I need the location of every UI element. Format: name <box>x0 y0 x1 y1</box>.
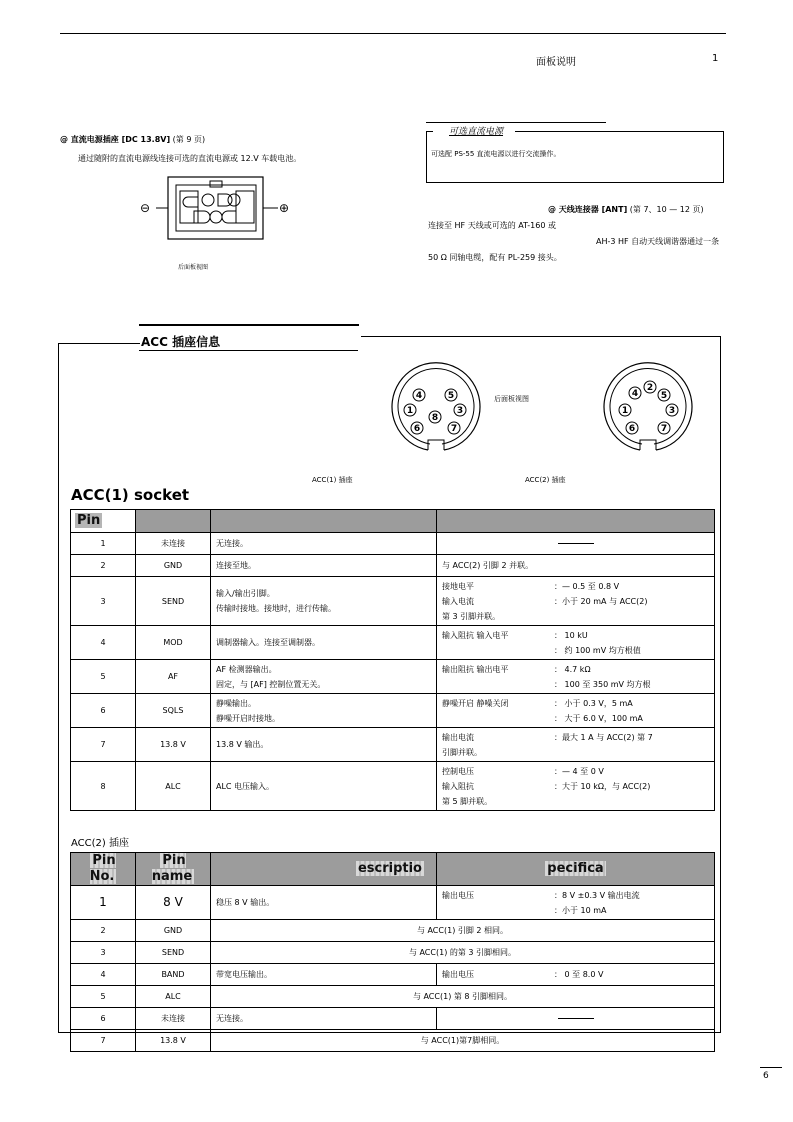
spec-key: 输入阻抗 输入电平 <box>442 630 509 640</box>
specification-cell <box>437 728 715 762</box>
chapter-number: 1 <box>712 53 719 64</box>
specification-cell <box>437 964 715 986</box>
pin-name-cell: ALC <box>136 986 211 1008</box>
acc2-caption: ACC(2) 插座 <box>525 476 566 484</box>
description-line: 静噪开启时接地。 <box>216 713 280 723</box>
description-line: 连接至地。 <box>216 561 256 570</box>
pin-number-cell: 7 <box>71 728 136 762</box>
running-header-title: 面板说明 <box>536 57 576 68</box>
description-cell: 无连接。 <box>211 1008 437 1030</box>
table-row <box>71 555 715 577</box>
ant-line-1: 连接至 HF 天线或可选的 AT-160 或 <box>428 221 556 230</box>
spec-line <box>442 643 709 658</box>
table-row <box>71 920 715 942</box>
description-cell <box>211 728 437 762</box>
table-row <box>71 1008 715 1030</box>
spec-line <box>442 662 709 677</box>
spec-value: ： 4.7 kΩ <box>554 664 591 674</box>
spec-line <box>442 594 709 609</box>
description-line: 无连接。 <box>216 539 248 548</box>
no-spec-dash <box>558 543 594 544</box>
acc-heading: ACC 插座信息 <box>141 335 221 349</box>
spec-line <box>442 779 709 794</box>
optional-box-top-rule <box>426 122 606 123</box>
spec-value: ：最大 1 A 与 ACC(2) 第 7 <box>554 732 653 742</box>
ant-line-2: AH-3 HF 自动天线调谐器通过一条 <box>596 237 720 246</box>
svg-text:1: 1 <box>621 406 629 416</box>
minus-icon: ⊖ <box>140 201 151 215</box>
spec-value: ： 小于 0.3 V，5 mA <box>554 698 633 708</box>
table-row <box>71 577 715 626</box>
pin-name-cell: 13.8 V <box>136 1030 211 1052</box>
acc2-table <box>70 852 715 1052</box>
pin-number-cell: 1 <box>71 886 136 920</box>
dc-description: 通过随附的直流电源线连接可选的直流电源或 12.V 车载电池。 <box>78 154 302 163</box>
pin-name-cell: AF <box>136 660 211 694</box>
spec-key: 输出电压 <box>442 970 474 979</box>
spec-key: 输出电压 <box>442 890 474 900</box>
plus-icon: ⊕ <box>279 201 290 215</box>
acc1-connector-diagram <box>386 360 486 456</box>
pin-number-cell: 4 <box>71 626 136 660</box>
acc1-header-pin <box>71 510 136 533</box>
spec-line <box>442 628 709 643</box>
table-row <box>71 694 715 728</box>
no-spec-dash <box>558 1018 594 1019</box>
spec-value: ： 100 至 350 mV 均方根 <box>554 679 651 689</box>
pin-name-cell: SEND <box>136 577 211 626</box>
description-cell: 带宽电压输出。 <box>211 964 437 986</box>
acc1-header-pin-label: Pin <box>77 513 101 528</box>
spec-value: ： 0 至 8.0 V <box>554 970 604 979</box>
spec-value: ： 约 100 mV 均方根值 <box>554 645 641 655</box>
description-cell <box>211 660 437 694</box>
spec-line <box>442 558 709 573</box>
spec-line <box>442 730 709 745</box>
acc2-header-desc-label: escriptio <box>357 861 422 876</box>
spec-line <box>442 764 709 779</box>
specification-cell <box>437 626 715 660</box>
spec-value: ： 大于 6.0 V，100 mA <box>554 713 643 723</box>
merged-description-cell: 与 ACC(1) 的第 3 引脚相同。 <box>211 942 715 964</box>
acc2-header-pin-label: Pin No. <box>89 853 116 884</box>
description-line: AF 检测器输出。 <box>216 664 277 674</box>
svg-text:5: 5 <box>660 391 668 401</box>
spec-value: ：8 V ±0.3 V 输出电流 <box>554 890 640 900</box>
svg-text:4: 4 <box>631 389 639 399</box>
optional-box <box>426 127 724 183</box>
merged-description-cell: 与 ACC(1) 引脚 2 相同。 <box>211 920 715 942</box>
spec-line <box>442 711 709 726</box>
spec-key <box>442 643 554 658</box>
table-row <box>71 660 715 694</box>
pin-name-cell: 未连接 <box>136 533 211 555</box>
description-line: 静噪输出。 <box>216 698 256 708</box>
spec-line <box>442 888 709 903</box>
spec-key: 输入阻抗 <box>442 781 474 791</box>
spec-value: ：— 0.5 至 0.8 V <box>554 581 620 591</box>
specification-cell <box>437 533 715 555</box>
ant-line-3: 50 Ω 同轴电缆，配有 PL-259 接头。 <box>428 253 562 262</box>
table-row <box>71 942 715 964</box>
spec-key: 静噪开启 静噪关闭 <box>442 698 509 708</box>
table-row <box>71 964 715 986</box>
svg-text:5: 5 <box>447 391 455 401</box>
spec-value: ：大于 10 kΩ，与 ACC(2) <box>554 781 651 791</box>
acc2-header-name <box>136 853 211 886</box>
rear-view-label: 后面板视图 <box>494 395 529 403</box>
description-line: 传输时接地。接地时，进行传输。 <box>216 604 336 613</box>
acc1-table-body <box>71 533 715 811</box>
pin-number-cell: 5 <box>71 986 136 1008</box>
acc1-header-spec <box>437 510 715 533</box>
pin-number-cell: 2 <box>71 555 136 577</box>
specification-cell <box>437 886 715 920</box>
pin-number-cell: 1 <box>71 533 136 555</box>
spec-key: 接地电平 <box>442 581 474 591</box>
acc-frame-right <box>720 336 721 1033</box>
acc-frame-right-top <box>361 336 721 337</box>
acc2-header-spec <box>437 853 715 886</box>
description-cell <box>211 533 437 555</box>
pin-number-cell: 6 <box>71 1008 136 1030</box>
spec-key: 引脚并联。 <box>442 747 482 757</box>
description-cell <box>211 577 437 626</box>
acc2-header-name-label: Pin name <box>151 853 193 884</box>
spec-line <box>442 967 709 982</box>
spec-value: ： 10 kU <box>554 630 588 640</box>
svg-text:1: 1 <box>406 406 414 416</box>
spec-key: 输入电流 <box>442 596 474 606</box>
description-cell <box>211 762 437 811</box>
description-cell: 稳压 8 V 输出。 <box>211 886 437 920</box>
acc2-table-title: ACC(2) 插座 <box>71 838 129 849</box>
pin-name-cell: GND <box>136 920 211 942</box>
pin-number-cell: 7 <box>71 1030 136 1052</box>
pin-number-cell: 3 <box>71 942 136 964</box>
spec-line <box>442 677 709 692</box>
dc-heading: @ 直流电源插座 [DC 13.8V] (第 9 页) <box>60 135 206 144</box>
page-number: 6 <box>763 1071 769 1081</box>
optional-box-text: 可选配 PS-55 直流电源以进行交流操作。 <box>431 150 561 158</box>
spec-key <box>442 711 554 726</box>
pin-number-cell: 4 <box>71 964 136 986</box>
spec-key: 第 3 引脚并联。 <box>442 611 501 621</box>
optional-box-top-left <box>427 131 433 132</box>
specification-cell <box>437 694 715 728</box>
description-cell <box>211 626 437 660</box>
pin-name-cell: GND <box>136 555 211 577</box>
spec-key <box>442 903 554 918</box>
table-row <box>71 533 715 555</box>
acc1-table-title: ACC(1) socket <box>71 486 190 504</box>
svg-text:3: 3 <box>668 406 676 416</box>
acc-top-rule <box>139 324 359 326</box>
spec-key: 第 5 脚并联。 <box>442 796 493 806</box>
pin-name-cell: MOD <box>136 626 211 660</box>
description-line: 13.8 V 输出。 <box>216 740 269 749</box>
optional-box-top-right <box>515 131 723 132</box>
table-row <box>71 986 715 1008</box>
acc1-header-name <box>136 510 211 533</box>
svg-text:7: 7 <box>450 424 458 434</box>
merged-description-cell: 与 ACC(1) 第 8 引脚相同。 <box>211 986 715 1008</box>
specification-cell <box>437 1008 715 1030</box>
description-line: 调制器输入。连接至调制器。 <box>216 638 320 647</box>
table-row <box>71 728 715 762</box>
svg-text:3: 3 <box>456 406 464 416</box>
svg-text:8: 8 <box>431 413 439 423</box>
table-row <box>71 1030 715 1052</box>
acc2-header-spec-label: pecifica <box>547 861 604 876</box>
acc2-table-body <box>71 886 715 1052</box>
specification-cell <box>437 762 715 811</box>
spec-value: ：— 4 至 0 V <box>554 766 604 776</box>
merged-description-cell: 与 ACC(1)第7脚相同。 <box>211 1030 715 1052</box>
acc1-table <box>70 509 715 811</box>
pin-name-cell: SEND <box>136 942 211 964</box>
specification-cell <box>437 577 715 626</box>
pin-number-cell: 5 <box>71 660 136 694</box>
optional-box-title: 可选直流电源 <box>449 127 504 137</box>
svg-text:7: 7 <box>660 424 668 434</box>
description-line: 输入/输出引脚。 <box>216 589 275 598</box>
description-cell <box>211 694 437 728</box>
header-rule <box>60 33 726 34</box>
acc-frame-left <box>58 343 59 1033</box>
pin-number-cell: 3 <box>71 577 136 626</box>
specification-cell <box>437 660 715 694</box>
pin-name-cell: BAND <box>136 964 211 986</box>
acc2-connector-diagram <box>598 360 698 456</box>
acc-heading-underline <box>139 350 358 351</box>
pin-name-cell: SQLS <box>136 694 211 728</box>
spec-line <box>442 696 709 711</box>
description-line: 固定，与 [AF] 控制位置无关。 <box>216 679 326 689</box>
pin-number-cell: 2 <box>71 920 136 942</box>
svg-text:4: 4 <box>415 391 423 401</box>
acc2-header-row <box>71 853 715 886</box>
acc1-caption: ACC(1) 插座 <box>312 476 353 484</box>
spec-value: ：小于 10 mA <box>554 905 607 915</box>
pin-name-cell: 未连接 <box>136 1008 211 1030</box>
spec-key: 与 ACC(2) 引脚 2 并联。 <box>442 561 534 570</box>
pin-name-cell: ALC <box>136 762 211 811</box>
acc-frame-left-top <box>58 343 140 344</box>
pin-name-cell: 13.8 V <box>136 728 211 762</box>
spec-key <box>442 677 554 692</box>
description-cell <box>211 555 437 577</box>
table-row <box>71 762 715 811</box>
table-row <box>71 886 715 920</box>
spec-line <box>442 903 709 918</box>
svg-text:6: 6 <box>628 424 636 434</box>
spec-line <box>442 745 709 760</box>
ant-heading: @ 天线连接器 [ANT] (第 7、10 — 12 页) <box>548 205 704 214</box>
pin-number-cell: 8 <box>71 762 136 811</box>
description-line: ALC 电压输入。 <box>216 781 275 791</box>
acc1-header-row <box>71 510 715 533</box>
dc-caption: 后面板视图 <box>178 264 209 271</box>
acc1-header-desc <box>211 510 437 533</box>
table-row <box>71 626 715 660</box>
spec-line <box>442 579 709 594</box>
spec-key: 控制电压 <box>442 766 474 776</box>
footer-rule <box>760 1067 782 1068</box>
spec-line <box>442 794 709 809</box>
spec-line <box>442 609 709 624</box>
acc2-header-desc <box>211 853 437 886</box>
spec-value: ：小于 20 mA 与 ACC(2) <box>554 596 648 606</box>
svg-text:6: 6 <box>413 424 421 434</box>
acc2-header-pin <box>71 853 136 886</box>
pin-number-cell: 6 <box>71 694 136 728</box>
spec-key: 输出阻抗 输出电平 <box>442 664 509 674</box>
specification-cell <box>437 555 715 577</box>
pin-name-cell: 8 V <box>136 886 211 920</box>
svg-text:2: 2 <box>646 383 654 393</box>
spec-key: 输出电流 <box>442 732 474 742</box>
dc-connector-diagram <box>136 175 296 247</box>
